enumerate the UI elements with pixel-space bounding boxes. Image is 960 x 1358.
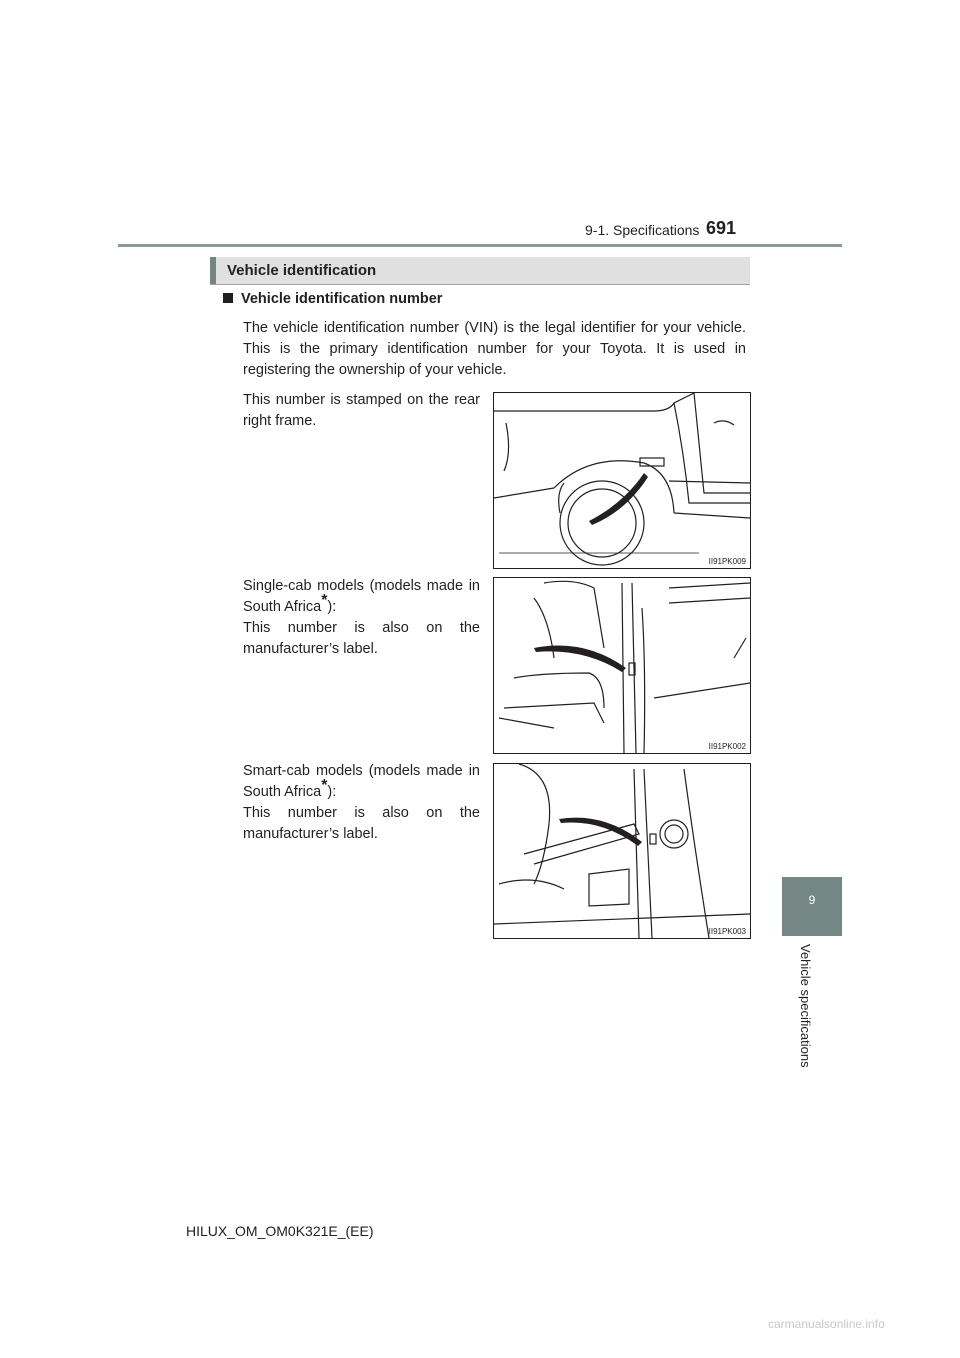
chapter-tab-number: 9 bbox=[808, 893, 816, 907]
item-text-before: Smart-cab models (models made in South Africa bbox=[243, 763, 480, 800]
vin-subheading-text: Vehicle identification number bbox=[241, 291, 443, 307]
watermark: carmanualsonline.info bbox=[768, 1317, 885, 1331]
section-heading-title: Vehicle identification bbox=[227, 262, 377, 279]
item-note: This number is also on the manufacturer’s label. bbox=[243, 805, 480, 842]
header-section-ref: 9-1. Specifications bbox=[585, 222, 700, 238]
figure-code: II91PK009 bbox=[708, 557, 746, 566]
asterisk-marker: * bbox=[321, 592, 328, 610]
header-rule bbox=[118, 244, 842, 247]
item-note: This number is also on the manufacturer’s label. bbox=[243, 620, 480, 657]
vin-location-text-2 bbox=[243, 576, 480, 660]
asterisk-marker: * bbox=[321, 777, 328, 795]
item-text-after: ): bbox=[327, 599, 337, 615]
square-bullet-icon bbox=[223, 293, 233, 303]
footer-doc-code: HILUX_OM_OM0K321E_(EE) bbox=[186, 1223, 374, 1239]
single-cab-illustration bbox=[494, 578, 750, 753]
section-heading-bar bbox=[210, 257, 216, 284]
section-heading-box bbox=[210, 257, 750, 285]
figure-single-cab-label bbox=[493, 577, 751, 754]
figure-code: II91PK002 bbox=[708, 742, 746, 751]
smart-cab-illustration bbox=[494, 764, 750, 938]
chapter-tab-title: Vehicle specifications bbox=[798, 944, 813, 1068]
item-text-before: Single-cab models (models made in South Africa bbox=[243, 578, 480, 615]
page-number: 691 bbox=[706, 218, 737, 238]
item-text-after: ): bbox=[327, 784, 337, 800]
figure-smart-cab-label bbox=[493, 763, 751, 939]
vin-subheading bbox=[223, 291, 442, 307]
figure-rear-frame bbox=[493, 392, 751, 569]
vin-location-text-1: This number is stamped on the rear right frame. bbox=[243, 392, 480, 429]
vin-body-paragraph: The vehicle identification number (VIN) is the legal identifier for your vehicle. This is the primary identification number for your Toyota. It is used in registering the ownership of your vehicle. bbox=[243, 320, 746, 378]
rear-frame-illustration bbox=[494, 393, 750, 568]
figure-code: II91PK003 bbox=[708, 927, 746, 936]
vin-location-text-3 bbox=[243, 761, 480, 845]
